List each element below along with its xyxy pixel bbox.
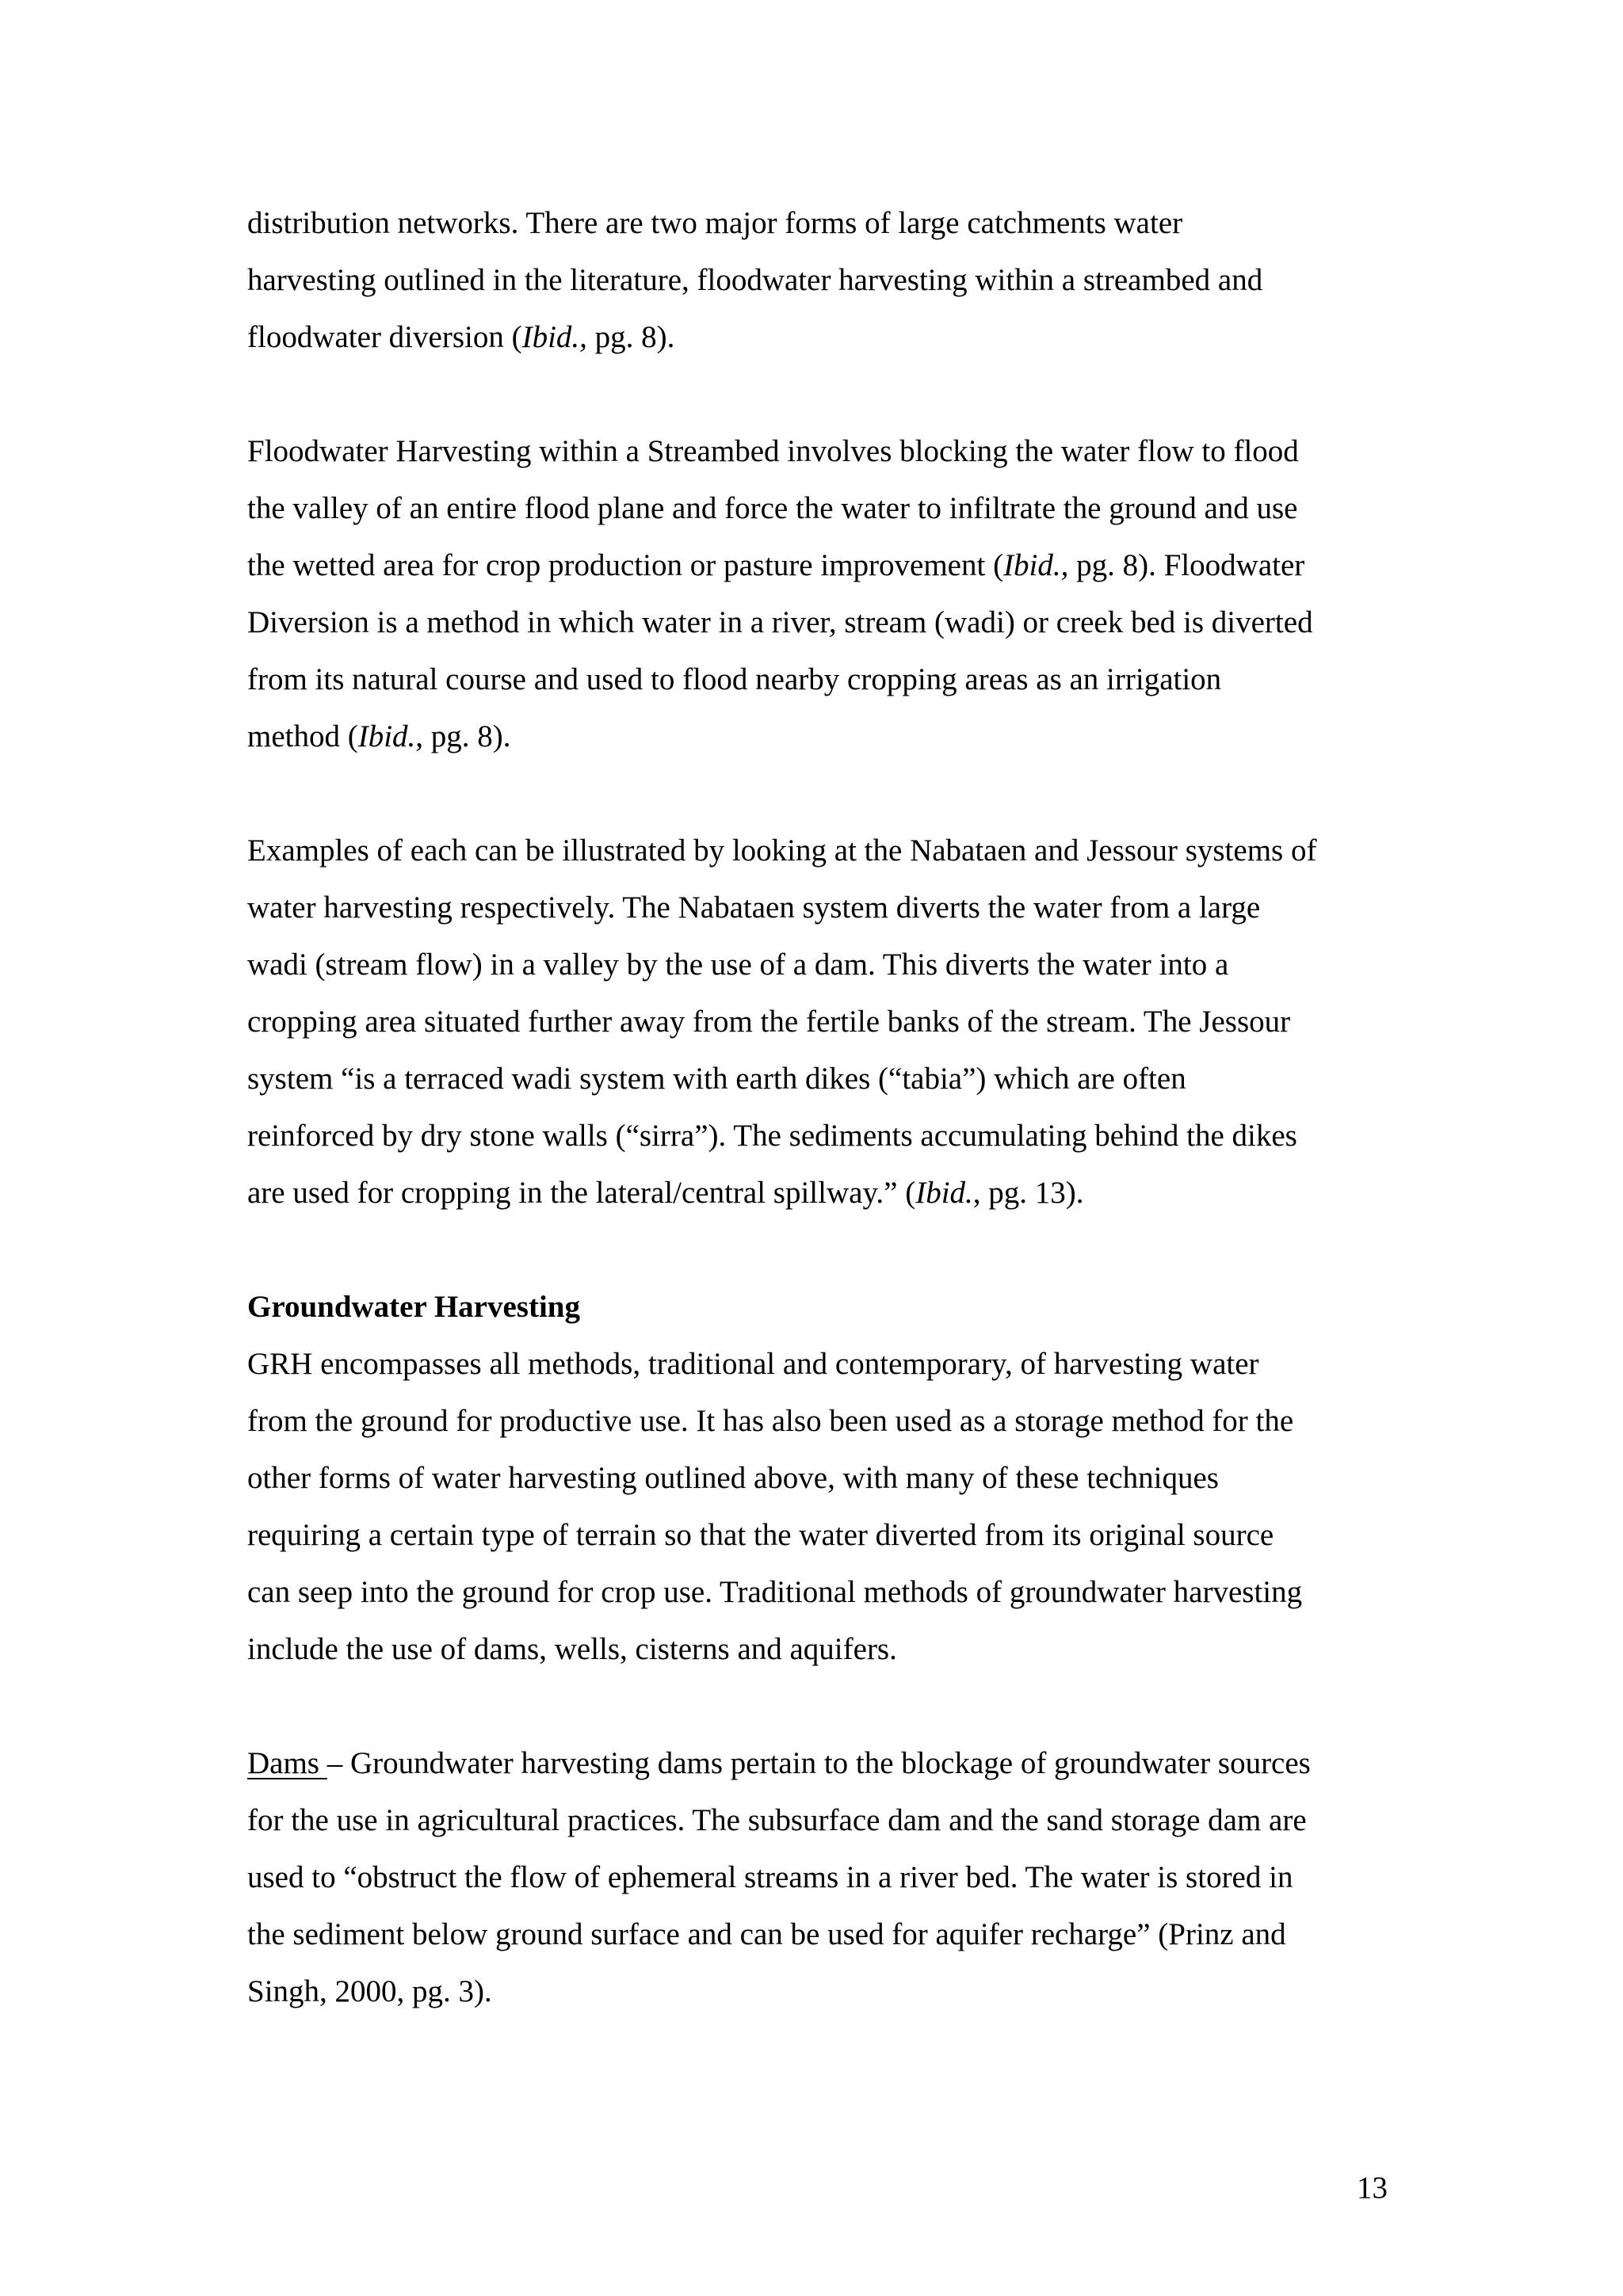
text-line xyxy=(247,537,1396,594)
paragraph-grh xyxy=(247,1336,1396,1678)
text-line: the sediment below ground surface and can be used for aquifer recharge” (Prinz and xyxy=(247,1917,1286,1951)
paragraph-examples xyxy=(247,822,1396,1222)
text-run: method ( xyxy=(247,719,358,753)
text-line: Singh, 2000, pg. 3). xyxy=(247,1974,492,2008)
text-line: can seep into the ground for crop use. Traditional methods of groundwater harvesting xyxy=(247,1575,1303,1609)
text-line: Diversion is a method in which water in a river, stream (wadi) or creek bed is diverted xyxy=(247,605,1313,639)
text-run: the wetted area for crop production or pasture improvement ( xyxy=(247,548,1004,582)
citation-ibid: Ibid. xyxy=(357,719,416,753)
text-line: water harvesting respectively. The Nabataen system diverts the water from a large xyxy=(247,891,1261,925)
text-line: for the use in agricultural practices. The subsurface dam and the sand storage dam are xyxy=(247,1803,1307,1837)
text-line xyxy=(247,1165,1396,1222)
text-run: – Groundwater harvesting dams pertain to the blockage of groundwater sources xyxy=(327,1746,1311,1780)
text-line: requiring a certain type of terrain so that the water diverted from its original source xyxy=(247,1518,1274,1552)
text-line: other forms of water harvesting outlined above, with many of these techniques xyxy=(247,1461,1219,1495)
text-line: from its natural course and used to flood nearby cropping areas as an irrigation xyxy=(247,662,1222,696)
text-run: , pg. 8). xyxy=(415,719,511,753)
text-line: include the use of dams, wells, cisterns and aquifers. xyxy=(247,1632,897,1666)
text-run: are used for cropping in the lateral/central spillway.” ( xyxy=(247,1176,916,1210)
citation-ibid: Ibid. xyxy=(915,1176,973,1210)
text-line: system “is a terraced wadi system with earth dikes (“tabia”) which are often xyxy=(247,1062,1186,1096)
text-line xyxy=(247,1735,1396,1792)
section-heading: Groundwater Harvesting xyxy=(247,1290,580,1324)
text-line: Examples of each can be illustrated by looking at the Nabataen and Jessour systems of xyxy=(247,833,1317,868)
text-line: the valley of an entire flood plane and force the water to infiltrate the ground and use xyxy=(247,491,1298,525)
paragraph-dams xyxy=(247,1735,1396,2020)
text-run: pg. 8). xyxy=(586,320,675,354)
citation-ibid: Ibid., xyxy=(521,320,587,354)
text-line xyxy=(247,708,1396,765)
text-line: used to “obstruct the flow of ephemeral streams in a river bed. The water is stored in xyxy=(247,1860,1293,1894)
text-line: GRH encompasses all methods, traditional and contemporary, of harvesting water xyxy=(247,1347,1259,1381)
text-line: wadi (stream flow) in a valley by the use of a dam. This diverts the water into a xyxy=(247,948,1229,982)
text-line: cropping area situated further away from the fertile banks of the stream. The Jessour xyxy=(247,1005,1291,1039)
term-dams: Dams xyxy=(247,1746,327,1780)
page-number: 13 xyxy=(1357,2171,1388,2205)
citation-ibid: Ibid., xyxy=(1003,548,1069,582)
document-page xyxy=(247,195,1396,2077)
paragraph-floodwater xyxy=(247,423,1396,765)
text-line: reinforced by dry stone walls (“sirra”). The sediments accumulating behind the dikes xyxy=(247,1119,1297,1153)
text-line: distribution networks. There are two major forms of large catchments water xyxy=(247,206,1183,240)
text-line: from the ground for productive use. It has also been used as a storage method for the xyxy=(247,1404,1294,1438)
paragraph-catchment-forms xyxy=(247,195,1396,366)
text-line: Floodwater Harvesting within a Streambed involves blocking the water flow to flood xyxy=(247,434,1299,468)
text-run: floodwater diversion ( xyxy=(247,320,522,354)
text-run: , pg. 13). xyxy=(972,1176,1084,1210)
text-line xyxy=(247,309,1396,366)
text-line: harvesting outlined in the literature, floodwater harvesting within a streambed and xyxy=(247,263,1263,297)
text-run: pg. 8). Floodwater xyxy=(1068,548,1305,582)
